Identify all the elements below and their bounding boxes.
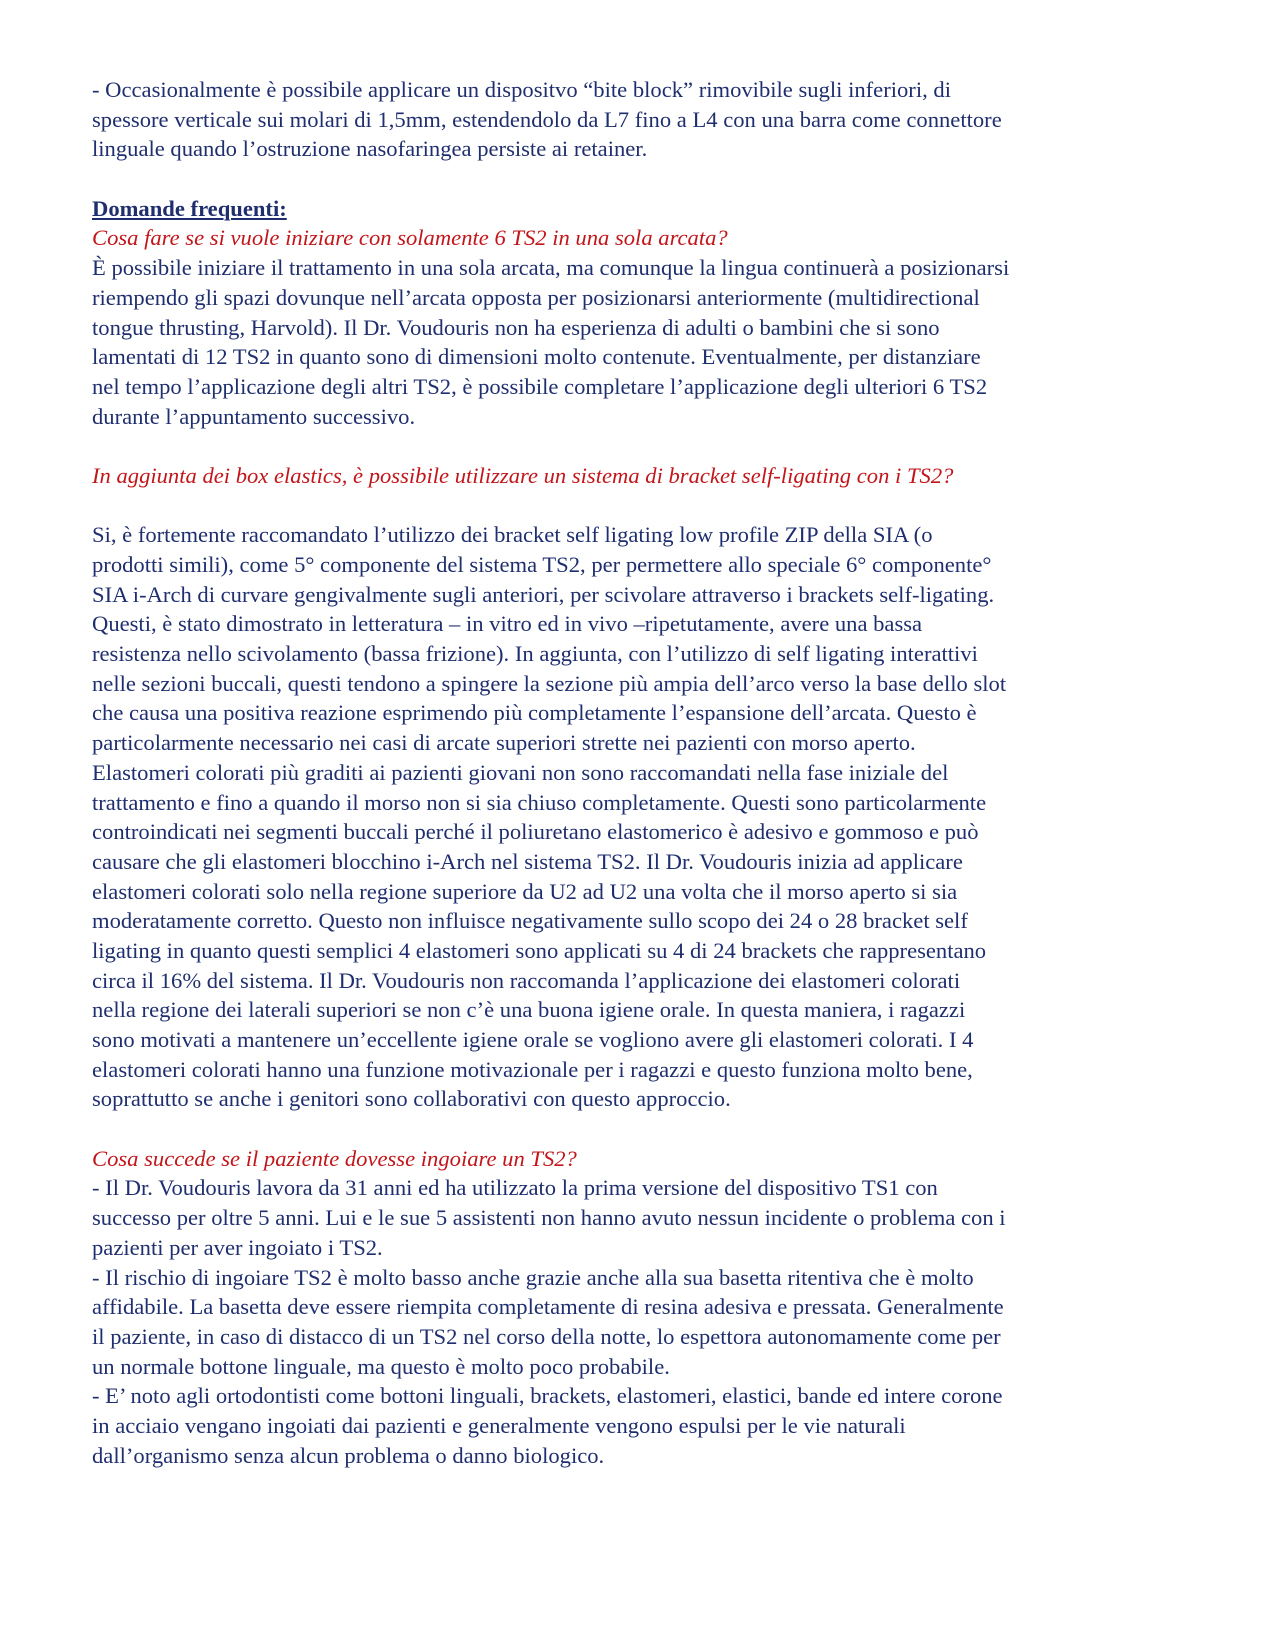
text-line: trattamento e fino a quando il morso non si sia chiuso completamente. Questi sono particolarmente [92,789,987,815]
text-line: in acciaio vengano ingoiati dai pazienti e generalmente vengono espulsi per le vie naturali [92,1412,906,1438]
text-line: elastomeri colorati hanno una funzione motivazionale per i ragazzi e questo funziona molto bene, [92,1056,973,1082]
paragraph-spacer [92,164,1202,194]
text-line: linguale quando l’ostruzione nasofaringea persiste ai retainer. [92,136,648,162]
paragraph-spacer [92,431,1202,461]
text-line: - Il Dr. Voudouris lavora da 31 anni ed ha utilizzato la prima versione del dispositivo TS1 con [92,1175,938,1201]
text-line: dall’organismo senza alcun problema o danno biologico. [92,1442,605,1468]
faq-question-2: In aggiunta dei box elastics, è possibile utilizzare un sistema di bracket self-ligating con i TS2? [92,462,954,488]
text-line: prodotti simili), come 5° componente del sistema TS2, per permettere allo speciale 6° componente° [92,552,992,577]
text-line: affidabile. La basetta deve essere riempita completamente di resina adesiva e pressata. Generalmente [92,1294,1004,1320]
faq-answer-2 [92,520,1202,1114]
text-line: elastomeri colorati solo nella regione superiore da U2 ad U2 una volta che il morso aperto si sia [92,878,958,904]
text-line: soprattutto se anche i genitori sono collaborativi con questo approccio. [92,1086,731,1112]
text-line: tongue thrusting, Harvold). Il Dr. Voudouris non ha esperienza di adulti o bambini che si sono [92,314,940,340]
faq-heading: Domande frequenti: [92,195,287,221]
text-line: nelle sezioni buccali, questi tendono a spingere la sezione più ampia dell’arco verso la base dello slot [92,670,1007,696]
faq-question-1: Cosa fare se si vuole iniziare con solamente 6 TS2 in una sola arcata? [92,225,728,251]
text-line: SIA i-Arch di curvare gengivalmente sugli anteriori, per scivolare attraverso i brackets self-ligating. [92,581,995,607]
faq-answer-3 [92,1173,1202,1470]
text-line: controindicati nei segmenti buccali perché il poliuretano elastomerico è adesivo e gommoso e può [92,819,979,845]
text-line: Elastomeri colorati più graditi ai pazienti giovani non sono raccomandati nella fase iniziale del [92,759,949,785]
text-line: Questi, è stato dimostrato in letteratura – in vitro ed in vivo –ripetutamente, avere una bassa [92,611,923,637]
text-line: spessore verticale sui molari di 1,5mm, estendendolo da L7 fino a L4 con una barra come connettore [92,106,1002,132]
text-line: causare che gli elastomeri blocchino i-Arch nel sistema TS2. Il Dr. Voudouris inizia ad applicare [92,848,963,874]
document-page [92,75,1202,1470]
text-line: nella regione dei laterali superiori se non c’è una buona igiene orale. In questa maniera, i ragazzi [92,997,966,1023]
paragraph-spacer [92,1114,1202,1144]
text-line: resistenza nello scivolamento (bassa frizione). In aggiunta, con l’utilizzo di self ligating interattivi [92,641,978,667]
text-line: pazienti per aver ingoiato i TS2. [92,1234,383,1260]
text-line: particolarmente necessario nei casi di arcate superiori strette nei pazienti con morso aperto. [92,730,916,756]
text-line: nel tempo l’applicazione degli altri TS2, è possibile completare l’applicazione degli ulteriori 6 TS2 [92,373,988,399]
text-line: - Occasionalmente è possibile applicare un dispositvo “bite block” rimovibile sugli inferiori, di [92,77,951,102]
text-line: È possibile iniziare il trattamento in una sola arcata, ma comunque la lingua continuerà a posizionarsi [92,255,1010,281]
text-line: - E’ noto agli ortodontisti come bottoni linguali, brackets, elastomeri, elastici, bande ed intere corone [92,1383,1003,1409]
text-line: lamentati di 12 TS2 in quanto sono di dimensioni molto contenute. Eventualmente, per distanziare [92,344,981,370]
text-line: che causa una positiva reazione esprimendo più completamente l’espansione dell’arcata. Questo è [92,700,977,726]
faq-question-3: Cosa succede se il paziente dovesse ingoiare un TS2? [92,1145,577,1171]
text-line: sono motivati a mantenere un’eccellente igiene orale se vogliono avere gli elastomeri colorati. I 4 [92,1027,974,1052]
text-line: ligating in quanto questi semplici 4 elastomeri sono applicati su 4 di 24 brackets che rappresentano [92,937,987,963]
intro-paragraph [92,75,1202,164]
faq-answer-1 [92,253,1202,431]
text-line: riempendo gli spazi dovunque nell’arcata opposta per posizionarsi anteriormente (multidirectional [92,284,980,310]
text-line: Si, è fortemente raccomandato l’utilizzo dei bracket self ligating low profile ZIP della SIA (o [92,522,933,548]
text-line: il paziente, in caso di distacco di un TS2 nel corso della notte, lo espettora autonomamente come per [92,1323,1001,1349]
text-line: moderatamente corretto. Questo non influisce negativamente sullo scopo dei 24 o 28 bracket self [92,908,968,934]
text-line: - Il rischio di ingoiare TS2 è molto basso anche grazie anche alla sua basetta ritentiva che è molto [92,1264,974,1290]
paragraph-spacer [92,491,1202,521]
text-line: durante l’appuntamento successivo. [92,403,416,429]
text-line: un normale bottone linguale, ma questo è molto poco probabile. [92,1353,670,1379]
text-line: successo per oltre 5 anni. Lui e le sue 5 assistenti non hanno avuto nessun incidente o problema con i [92,1205,1006,1231]
text-line: circa il 16% del sistema. Il Dr. Voudouris non raccomanda l’applicazione dei elastomeri colorati [92,967,961,993]
